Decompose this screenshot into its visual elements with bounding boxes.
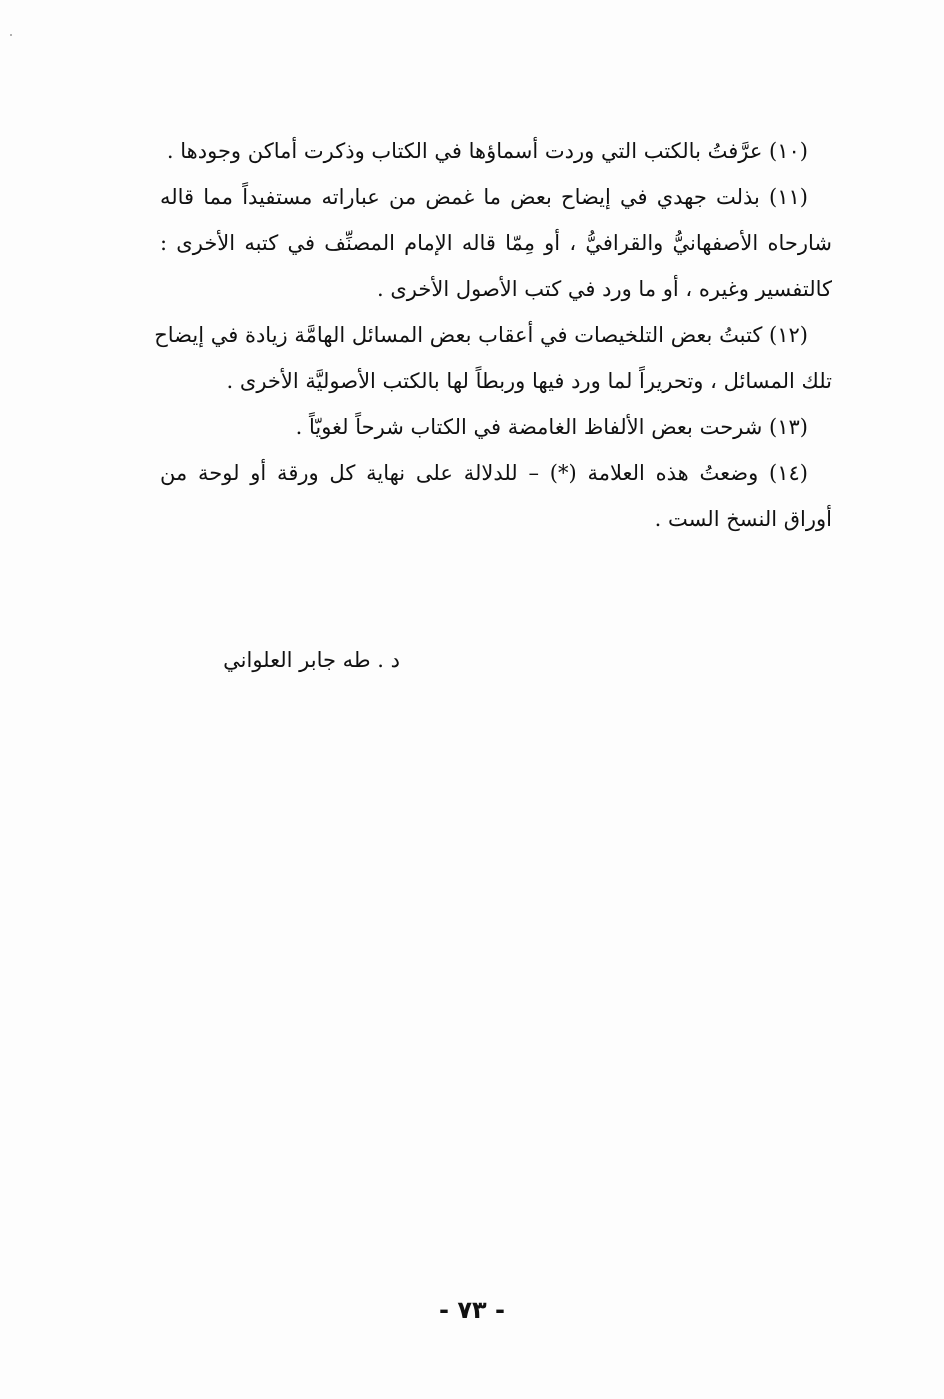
- item-14-line-1: (١٤) وضعتُ هذه العلامة (*) – للدلالة على نهاية كل ورقة أو لوحة من: [160, 461, 808, 485]
- author-signature: د . طه جابر العلواني: [223, 648, 400, 672]
- item-12-line-1: (١٢) كتبتُ بعض التلخيصات في أعقاب بعض المسائل الهامَّة زيادة في إيضاح: [154, 323, 808, 347]
- item-13-line-1: (١٣) شرحت بعض الألفاظ الغامضة في الكتاب شرحاً لغويّاً .: [295, 415, 808, 439]
- item-10-line-1: (١٠) عرَّفتُ بالكتب التي وردت أسماؤها في الكتاب وذكرت أماكن وجودها .: [166, 139, 808, 163]
- item-14-line-2: أوراق النسخ الست .: [654, 507, 832, 531]
- page-number: - ٧٣ -: [439, 1296, 505, 1324]
- methodology-list: [154, 128, 832, 542]
- item-12-line-2: تلك المسائل ، وتحريراً لما ورد فيها وربطاً لها بالكتب الأصوليَّة الأخرى .: [226, 369, 832, 393]
- item-11-line-3: كالتفسير وغيره ، أو ما ورد في كتب الأصول الأخرى .: [377, 277, 832, 301]
- item-11-line-1: (١١) بذلت جهدي في إيضاح بعض ما غمض من عباراته مستفيداً مما قاله: [160, 185, 808, 209]
- item-11-line-2: شارحاه الأصفهانيُّ والقرافيُّ ، أو مِمّا قاله الإمام المصنِّف في كتبه الأخرى :: [160, 231, 832, 255]
- scan-speck: [10, 34, 12, 36]
